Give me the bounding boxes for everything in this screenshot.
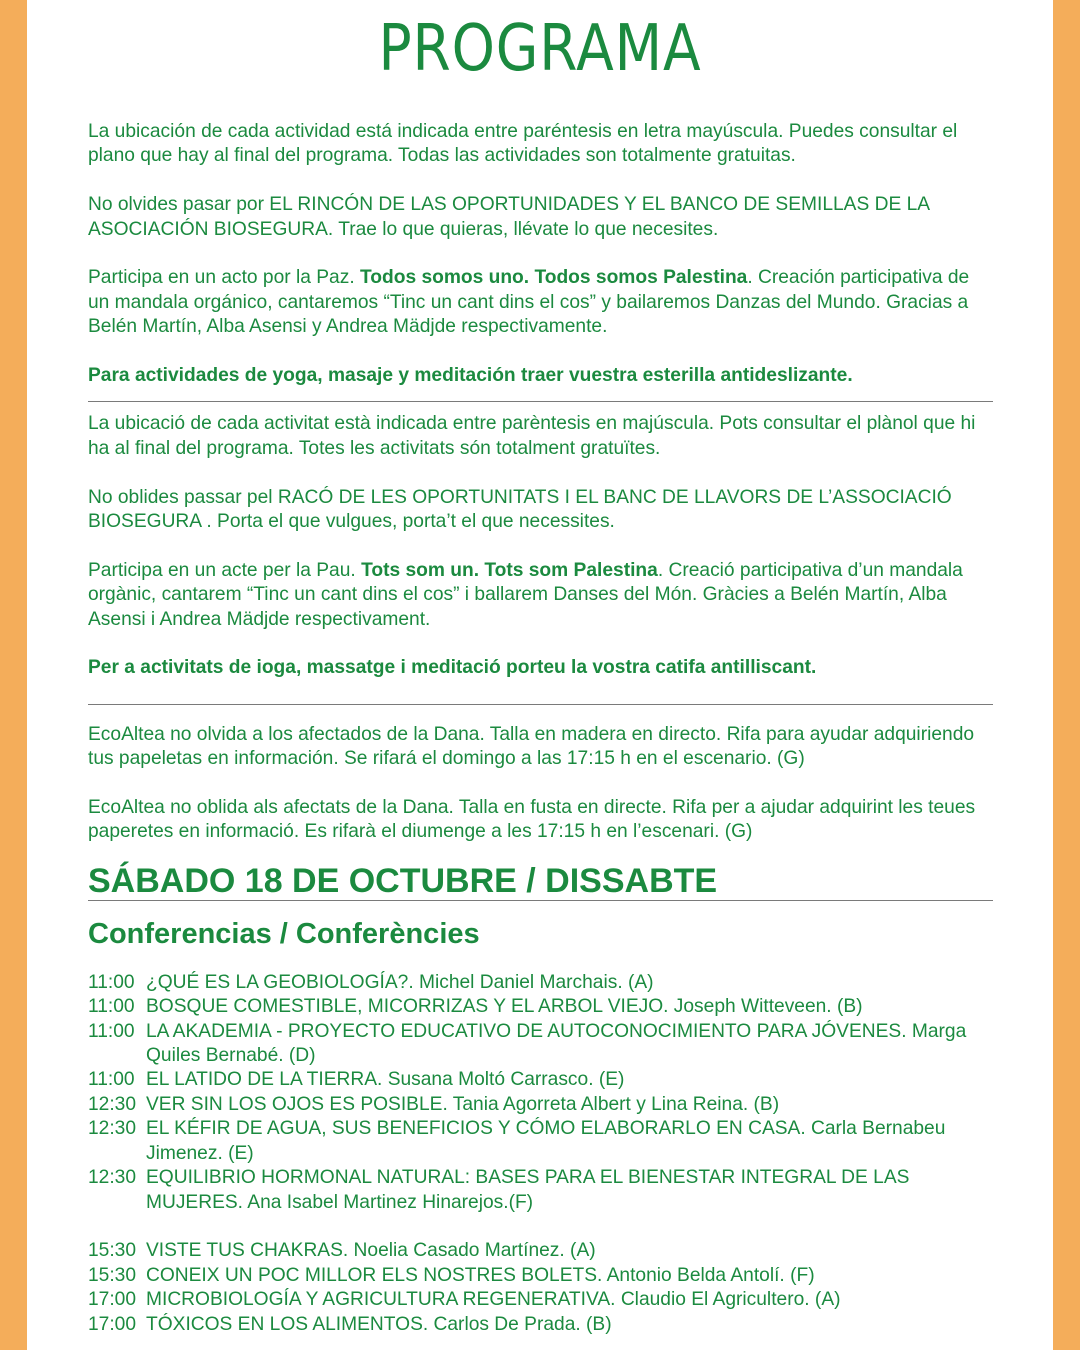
talk-description: TÓXICOS EN LOS ALIMENTOS. Carlos De Prada. (B) <box>146 1313 612 1335</box>
dana-raffle-ca: EcoAltea no oblida als afectats de la Dana. Talla en fusta en directe. Rifa per a ajudar adquirint les teues paperetes en informació. Es rifarà el diumenge a les 17:15 h en l’escenari. (G) <box>88 797 976 843</box>
intro-ca-location-note: La ubicació de cada activitat està indicada entre parèntesis en majúscula. Pots consultar el plànol que hi ha al final del programa. Totes les activitats són totalment gratuïtes. <box>88 413 976 459</box>
intro-es-peace-act <box>88 266 993 339</box>
talk-list-morning <box>88 971 993 1215</box>
dana-raffle <box>88 723 993 845</box>
intro-ca-mat-note: Per a activitats de ioga, massatge i meditació porteu la vostra catifa antilliscant. <box>88 657 817 679</box>
talk-row <box>88 1117 993 1166</box>
talk-description: LA AKADEMIA - PROYECTO EDUCATIVO DE AUTOCONOCIMIENTO PARA JÓVENES. Marga Quiles Bernabé. (D) <box>146 1020 967 1067</box>
dana-raffle-es: EcoAltea no olvida a los afectados de la Dana. Talla en madera en directo. Rifa para ayudar adquiriendo tus papeletas en información. Se rifará el domingo a las 17:15 h en el escenario. (G) <box>88 723 975 770</box>
talk-description: ¿QUÉ ES LA GEOBIOLOGÍA?. Michel Daniel Marchais. (A) <box>146 971 654 993</box>
program-content <box>88 120 993 1337</box>
peace-act-details: . Creació participativa d’un mandala orgànic, cantarem “Tinc un cant dins el cos” i ballarem Danses del Món. Gràcies a Belén Martín, Alba Asensi i Andrea Mädjde respectivament. <box>88 559 963 630</box>
peace-act-lead: Participa en un acto por la Paz. <box>88 267 360 289</box>
talk-row <box>88 1093 993 1117</box>
intro-ca-peace-act <box>88 559 993 632</box>
talk-row <box>88 1313 993 1337</box>
talk-row <box>88 971 993 995</box>
talk-row <box>88 1020 993 1069</box>
talk-description: EQUILIBRIO HORMONAL NATURAL: BASES PARA EL BIENESTAR INTEGRAL DE LAS MUJERES. Ana Isabel Martinez Hinarejos.(F) <box>146 1167 910 1213</box>
talk-description: VER SIN LOS OJOS ES POSIBLE. Tania Agorreta Albert y Lina Reina. (B) <box>146 1093 780 1115</box>
peace-act-motto: Todos somos uno. Todos somos Palestina <box>359 267 748 289</box>
talk-time: 17:00 <box>88 1289 137 1311</box>
talk-row <box>88 1239 993 1263</box>
peace-act-lead: Participa en un acte per la Pau. <box>88 559 362 581</box>
section-heading-conferences: Conferencias / Conferències <box>88 917 480 950</box>
intro-es-location-note: La ubicación de cada actividad está indicada entre paréntesis en letra mayúscula. Puedes consultar el plano que hay al final del programa. Todas las actividades son totalmente gratuitas. <box>88 121 958 167</box>
intro-es-seed-bank-note: No olvides pasar por EL RINCÓN DE LAS OPORTUNIDADES Y EL BANCO DE SEMILLAS DE LA ASOCIACIÓN BIOSEGURA. Trae lo que quieras, llévate lo que necesites. <box>88 194 929 240</box>
talk-list-afternoon <box>88 1239 993 1337</box>
divider <box>88 401 993 402</box>
talk-time: 12:30 <box>88 1093 137 1115</box>
intro-es-mat-note: Para actividades de yoga, masaje y meditación traer vuestra esterilla antideslizante. <box>88 365 853 387</box>
talk-time: 11:00 <box>88 1020 135 1042</box>
talk-time: 11:00 <box>88 971 135 993</box>
talk-row <box>88 1166 993 1215</box>
talk-time: 12:30 <box>88 1118 137 1140</box>
page-title: PROGRAMA <box>378 12 702 86</box>
divider <box>88 704 993 705</box>
intro-catalan <box>88 412 993 680</box>
talk-time: 15:30 <box>88 1264 137 1286</box>
talk-time: 11:00 <box>88 996 135 1018</box>
talk-description: BOSQUE COMESTIBLE, MICORRIZAS Y EL ARBOL VIEJO. Joseph Witteveen. (B) <box>146 996 863 1018</box>
day-heading: SÁBADO 18 DE OCTUBRE / DISSABTE <box>88 861 718 900</box>
talk-row <box>88 1264 993 1288</box>
peace-act-details: . Creación participativa de un mandala orgánico, cantaremos “Tinc un cant dins el cos” y bailaremos Danzas del Mundo. Gracias a Belén Martín, Alba Asensi y Andrea Mädjde respectivamente. <box>88 267 970 338</box>
talk-description: EL LATIDO DE LA TIERRA. Susana Moltó Carrasco. (E) <box>146 1069 625 1091</box>
talk-row <box>88 1068 993 1092</box>
talk-description: MICROBIOLOGÍA Y AGRICULTURA REGENERATIVA. Claudio El Agricultero. (A) <box>146 1289 841 1311</box>
talk-row <box>88 1288 993 1312</box>
talk-description: CONEIX UN POC MILLOR ELS NOSTRES BOLETS. Antonio Belda Antolí. (F) <box>146 1264 815 1286</box>
talk-time: 15:30 <box>88 1240 137 1262</box>
talk-description: EL KÉFIR DE AGUA, SUS BENEFICIOS Y CÓMO ELABORARLO EN CASA. Carla Bernabeu Jimenez. (E) <box>146 1118 946 1164</box>
talk-time: 12:30 <box>88 1167 137 1189</box>
intro-ca-seed-bank-note: No oblides passar pel RACÓ DE LES OPORTUNITATS I EL BANC DE LLAVORS DE L’ASSOCIACIÓ BIOSEGURA . Porta el que vulgues, porta’t el que necessites. <box>88 486 952 533</box>
talk-time: 17:00 <box>88 1313 137 1335</box>
day-heading-underline <box>88 900 993 901</box>
talk-description: VISTE TUS CHAKRAS. Noelia Casado Martínez. (A) <box>146 1240 596 1262</box>
talk-row <box>88 995 993 1019</box>
intro-spanish <box>88 120 993 388</box>
talk-time: 11:00 <box>88 1069 135 1091</box>
peace-act-motto: Tots som un. Tots som Palestina <box>361 559 658 581</box>
